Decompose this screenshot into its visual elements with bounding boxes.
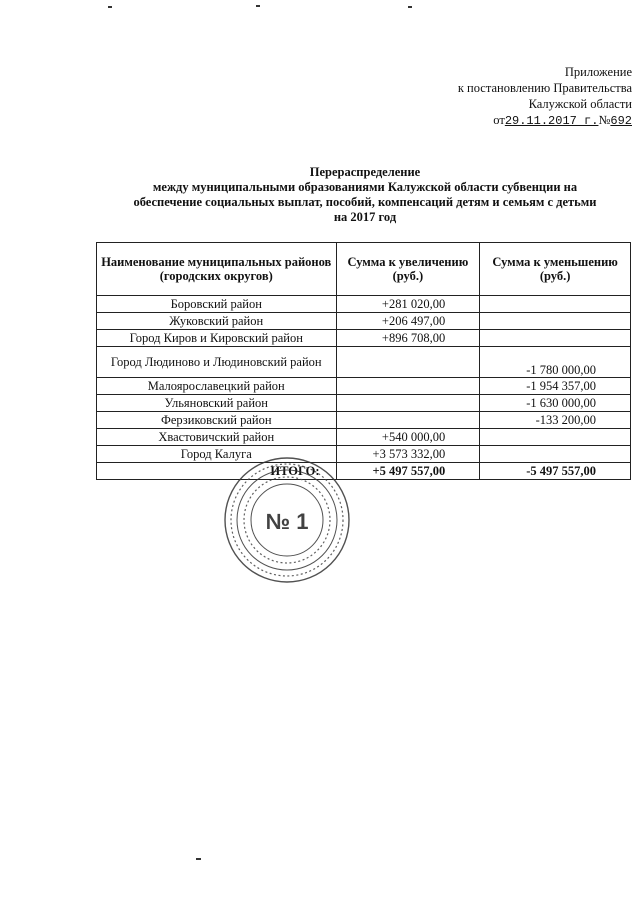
title-line-4: на 2017 год [333, 210, 397, 224]
date-label: от [493, 113, 505, 127]
row-increase [336, 347, 480, 378]
row-name: Ульяновский район [97, 395, 337, 412]
title-line-3: обеспечение социальных выплат, пособий, компенсаций детям и семьям с детьми [133, 195, 597, 209]
row-increase: +281 020,00 [336, 296, 480, 313]
scan-speck [108, 6, 112, 8]
title-line-1: Перераспределение [309, 165, 421, 179]
total-label: ИТОГО: [97, 463, 337, 480]
row-name: Город Киров и Кировский район [97, 330, 337, 347]
table-row [97, 330, 631, 347]
row-increase: +540 000,00 [336, 429, 480, 446]
row-name: Хвастовичский район [97, 429, 337, 446]
title-line-2: между муниципальными образованиями Калужской области субвенции на [152, 180, 578, 194]
table-header-row [97, 243, 631, 296]
table-row [97, 412, 631, 429]
scan-speck [196, 858, 201, 860]
row-name: Боровский район [97, 296, 337, 313]
date-value: 29.11.2017 г. [504, 114, 599, 128]
official-seal-stamp [222, 455, 352, 585]
row-name: Ферзиковский район [97, 412, 337, 429]
row-increase [336, 412, 480, 429]
row-increase: +206 497,00 [336, 313, 480, 330]
redistribution-table [96, 242, 631, 480]
document-title [100, 165, 630, 225]
row-decrease [480, 330, 631, 347]
appendix-date-line [458, 112, 632, 129]
row-decrease: -133 200,00 [480, 412, 631, 429]
table-row [97, 378, 631, 395]
row-decrease [480, 313, 631, 330]
scan-speck [408, 6, 412, 8]
number-value: 692 [610, 114, 632, 128]
row-increase [336, 378, 480, 395]
stamp-number: № 1 [265, 509, 309, 534]
row-decrease [480, 446, 631, 463]
table-total-row [97, 463, 631, 480]
table-row [97, 347, 631, 378]
appendix-line-1: Приложение [564, 65, 632, 79]
table-row [97, 395, 631, 412]
total-increase: +5 497 557,00 [336, 463, 480, 480]
row-increase: +3 573 332,00 [336, 446, 480, 463]
row-decrease: -1 780 000,00 [480, 347, 631, 378]
row-decrease: -1 630 000,00 [480, 395, 631, 412]
row-increase [336, 395, 480, 412]
row-increase: +896 708,00 [336, 330, 480, 347]
header-increase: Сумма к увеличению (руб.) [336, 243, 480, 296]
header-decrease: Сумма к уменьшению (руб.) [480, 243, 631, 296]
appendix-block [458, 64, 632, 129]
table-row [97, 446, 631, 463]
row-name: Город Калуга [97, 446, 337, 463]
appendix-line-3: Калужской области [528, 97, 632, 111]
row-decrease [480, 429, 631, 446]
scan-speck [256, 5, 260, 7]
table-row [97, 296, 631, 313]
number-label: № [598, 113, 611, 127]
row-name: Жуковский район [97, 313, 337, 330]
total-decrease: -5 497 557,00 [480, 463, 631, 480]
row-name: Малоярославецкий район [97, 378, 337, 395]
row-name: Город Людиново и Людиновский район [97, 347, 337, 378]
appendix-line-2: к постановлению Правительства [457, 81, 632, 95]
row-decrease: -1 954 357,00 [480, 378, 631, 395]
table-row [97, 313, 631, 330]
row-decrease [480, 296, 631, 313]
table-row [97, 429, 631, 446]
header-municipality: Наименование муниципальных районов (городских округов) [97, 243, 337, 296]
